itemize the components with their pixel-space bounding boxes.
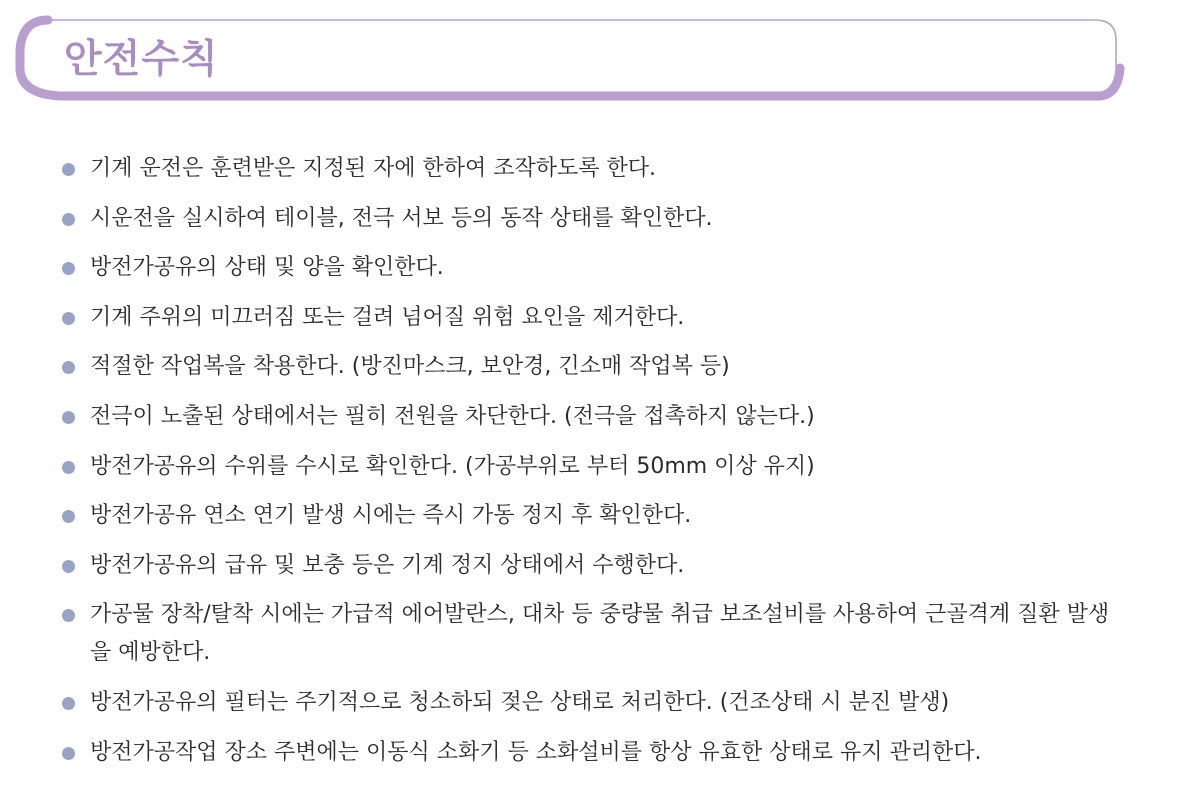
bullet-icon [62,461,75,474]
list-item [60,448,1160,486]
list-item [60,398,1160,436]
bullet-icon [62,312,75,325]
list-item [60,497,1160,535]
bullet-icon [62,560,75,573]
rule-text: 전극이 노출된 상태에서는 필히 전원을 차단한다. (전극을 접촉하지 않는다.) [90,403,815,429]
bullet-icon [62,262,75,275]
rule-text: 방전가공유의 상태 및 양을 확인한다. [90,255,444,281]
bullet-icon [62,697,75,710]
list-item [60,547,1160,585]
rule-text: 기계 운전은 훈련받은 지정된 자에 한하여 조작하도록 한다. [90,156,656,181]
rule-text: 시운전을 실시하여 테이블, 전극 서보 등의 동작 상태를 확인한다. [90,205,713,231]
rule-text: 방전가공유의 급유 및 보충 등은 기계 정지 상태에서 수행한다. [90,552,685,578]
bullet-icon [62,361,75,374]
rule-text: 방전가공유의 필터는 주기적으로 청소하되 젖은 상태로 처리한다. (건조상태 시 분진 발생) [90,689,950,715]
rule-text: 기계 주위의 미끄러짐 또는 걸려 넘어질 위험 요인을 제거한다. [90,304,685,330]
rule-text: 가공물 장착/탈착 시에는 가급적 에어발란스, 대차 등 중량물 취급 보조설비를 사용하여 근골격계 질환 발생을 예방한다. [90,602,1110,666]
bullet-icon [62,609,75,622]
list-item [60,150,1160,188]
rule-text: 적절한 작업복을 착용한다. (방진마스크, 보안경, 긴소매 작업복 등) [90,354,730,380]
list-item [60,596,1120,672]
section-header [0,0,1183,110]
list-item [60,299,1160,337]
list-item [60,734,1160,772]
list-item [60,249,1160,287]
bullet-icon [62,163,75,176]
rule-text: 방전가공작업 장소 주변에는 이동식 소화기 등 소화설비를 항상 유효한 상태로 유지 관리한다. [90,739,982,765]
list-item [60,684,1160,722]
list-item [60,200,1160,238]
page-title: 안전수칙 [64,37,219,82]
bullet-icon [62,747,75,760]
list-item [60,348,1160,386]
safety-rules-list [60,150,1160,783]
rule-text: 방전가공유의 수위를 수시로 확인한다. (가공부위로 부터 50mm 이상 유지) [90,453,815,479]
bullet-icon [62,213,75,226]
bullet-icon [62,411,75,424]
bullet-icon [62,510,75,523]
rule-text: 방전가공유 연소 연기 발생 시에는 즉시 가동 정지 후 확인한다. [90,503,692,529]
